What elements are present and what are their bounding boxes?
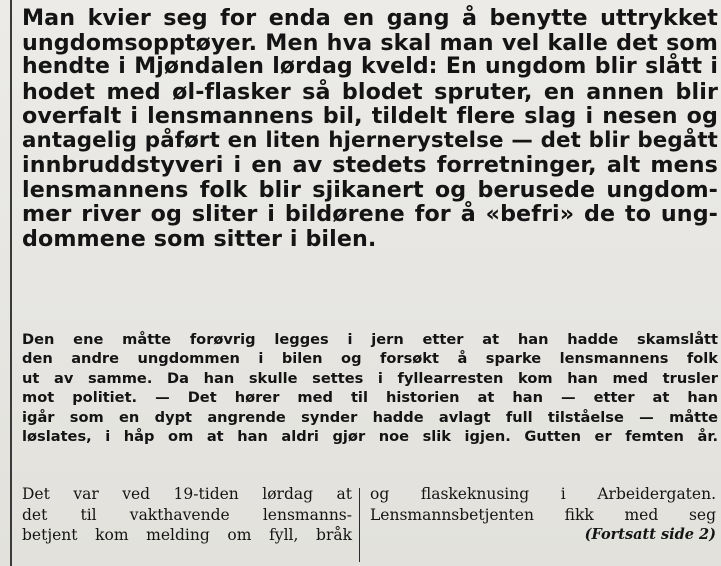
lead-paragraph (22, 6, 718, 251)
continuation-note: (Fortsatt side 2) (584, 526, 716, 543)
column-line: betjent kom melding om fyll, bråk (22, 526, 352, 544)
lead-line: ungdomsopptøyer. Men hva skal man vel kalle det som (22, 29, 718, 56)
body-line: den andre ungdommen i bilen og forsøkt å sparke lensmannens folk (22, 350, 718, 368)
lead-line: hodet med øl-flasker så blodet spruter, en annen blir (22, 78, 718, 105)
column-line: Lensmannsbetjenten fikk med seg (370, 505, 716, 524)
body-line: igår som en dypt angrende synder hadde avlagt full tilståelse — måtte (22, 408, 718, 426)
lead-line: innbruddstyveri i en av stedets forretninger, alt mens (22, 152, 718, 178)
column-line: Det var ved 19-tiden lørdag at (22, 485, 352, 503)
column-line: og flaskeknusing i Arbeidergaten. (370, 485, 716, 503)
body-line: ut av samme. Da han skulle settes i fyllearresten kom han med trusler (22, 369, 718, 387)
column-border-rule (10, 0, 12, 566)
column-divider (359, 488, 360, 562)
lead-line: mer river og sliter i bildørene for å «befri» de to ung- (22, 201, 718, 227)
body-paragraph (22, 330, 718, 446)
body-line: Den ene måtte forøvrig legges i jern etter at han hadde skamslått (22, 331, 718, 348)
lead-line: overfalt i lensmannens bil, tildelt flere slag i nesen og (22, 103, 718, 129)
body-line: løslates, i håp om at han aldri gjør noe slik igjen. Gutten er femten år. (22, 428, 718, 446)
column-line: det til vakthavende lensmanns- (22, 505, 352, 524)
lead-line: antagelig påført en liten hjernerystelse — det blir begått (22, 127, 718, 153)
lead-line: hendte i Mjøndalen lørdag kveld: En ungdom blir slått i (22, 54, 718, 79)
column-right (370, 484, 716, 546)
lead-line: lensmannens folk blir sjikanert og berusede ungdom- (22, 176, 718, 203)
lead-line: dommene som sitter i bilen. (22, 225, 377, 252)
lead-line: Man kvier seg for enda en gang å benytte uttrykket (22, 5, 718, 31)
column-left (22, 484, 352, 546)
body-line: mot politiet. — Det hører med til historien at han — etter at han (22, 389, 718, 407)
